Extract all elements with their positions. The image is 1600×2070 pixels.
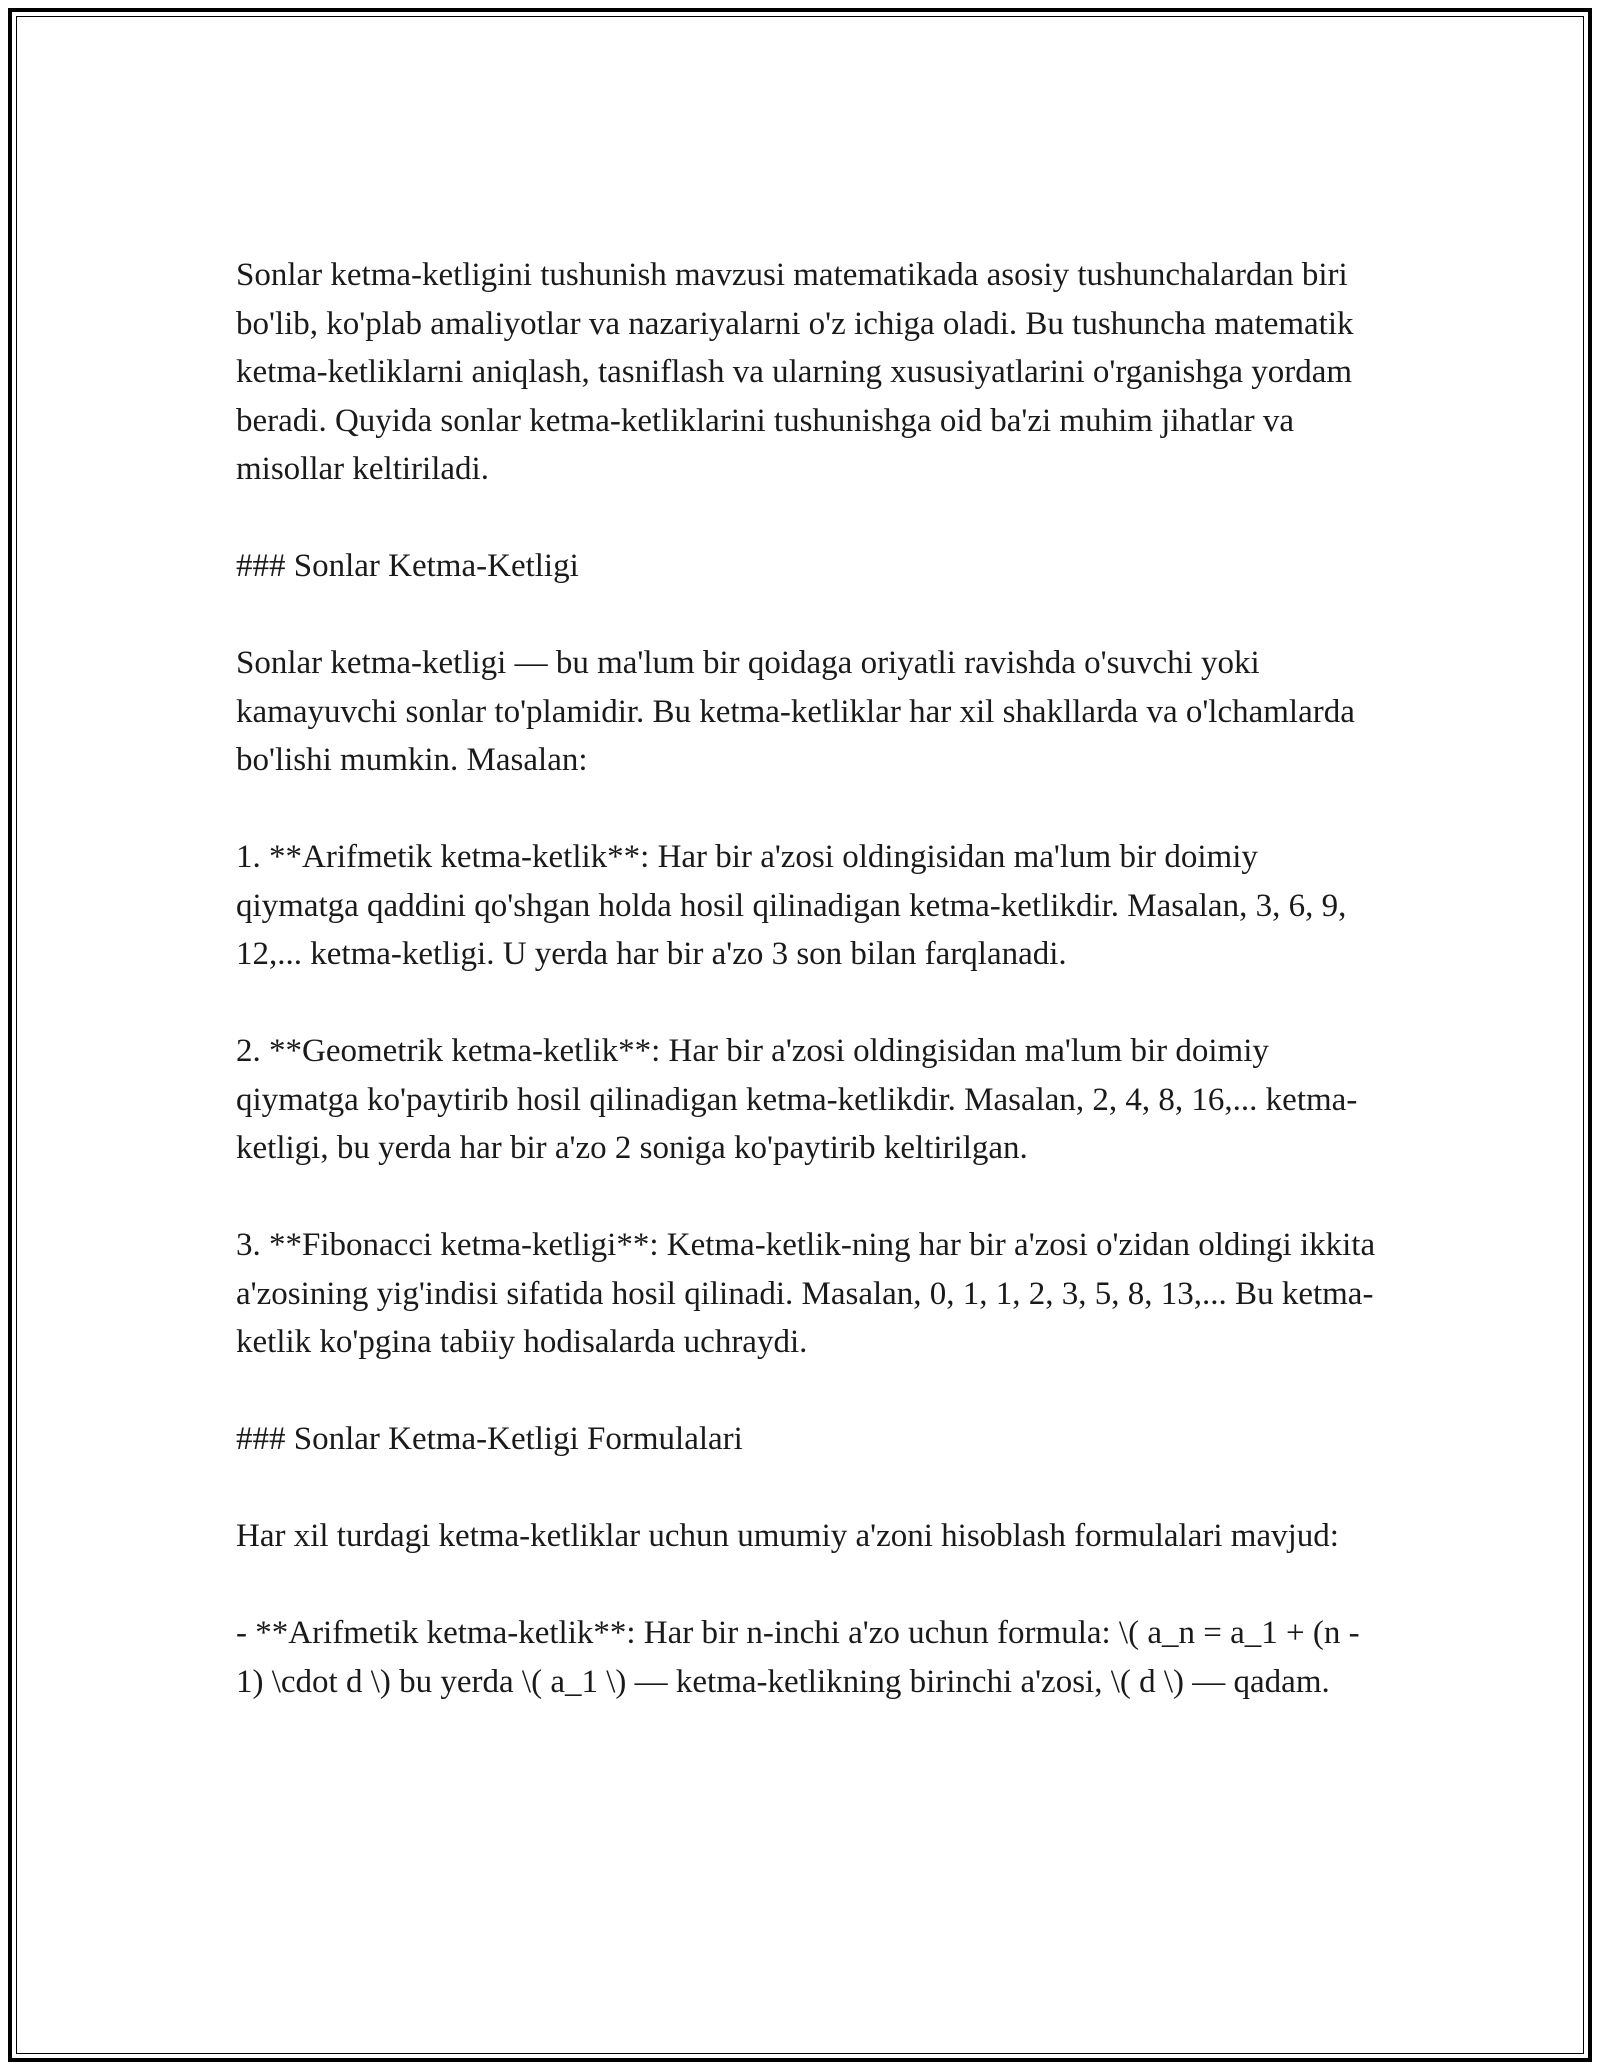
list-item-arithmetic: 1. **Arifmetik ketma-ketlik**: Har bir a'zosi oldingisidan ma'lum bir doimiy qiymatga qaddini qo'shgan holda hosil qilinadigan ketma-ketlikdir. Masalan, 3, 6, 9, 12,... ketma-ketligi. U yerda har bir a'zo 3 son bilan farqlanadi.: [236, 839, 1347, 972]
definition-paragraph: Sonlar ketma-ketligi — bu ma'lum bir qoidaga oriyatli ravishda o'suvchi yoki kamayuvchi sonlar to'plamidir. Bu ketma-ketliklar har xil shakllarda va o'lchamlarda bo'lishi mumkin. Masalan:: [236, 645, 1355, 778]
list-item-fibonacci: 3. **Fibonacci ketma-ketligi**: Ketma-ketlik-ning har bir a'zosi o'zidan oldingi ikkita a'zosining yig'indisi sifatida hosil qilinadi. Masalan, 0, 1, 1, 2, 3, 5, 8, 13,... Bu ketma-ketlik ko'pgina tabiiy hodisalarda uchraydi.: [236, 1227, 1376, 1360]
formulas-intro-paragraph: Har xil turdagi ketma-ketliklar uchun umumiy a'zoni hisoblash formulalari mavjud:: [236, 1518, 1339, 1554]
section-heading-formulas: ### Sonlar Ketma-Ketligi Formulalari: [236, 1421, 743, 1457]
intro-paragraph: Sonlar ketma-ketligini tushunish mavzusi matematikada asosiy tushunchalardan biri bo'lib, ko'plab amaliyotlar va nazariyalarni o'z ichiga oladi. Bu tushuncha matematik ketma-ketliklarni aniqlash, tasniflash va ularning xususiyatlarini o'rganishga yordam beradi. Quyida sonlar ketma-ketliklarini tushunishga oid ba'zi muhim jihatlar va misollar keltiriladi.: [236, 257, 1354, 487]
section-heading-sequences: ### Sonlar Ketma-Ketligi: [236, 548, 579, 584]
document-body: [236, 251, 1376, 1706]
bullet-arithmetic-formula: - **Arifmetik ketma-ketlik**: Har bir n-inchi a'zo uchun formula: \( a_n = a_1 + (n - 1) \cdot d \) bu yerda \( a_1 \) — ketma-ketlikning birinchi a'zosi, \( d \) — qadam.: [236, 1615, 1360, 1700]
list-item-geometric: 2. **Geometrik ketma-ketlik**: Har bir a'zosi oldingisidan ma'lum bir doimiy qiymatga ko'paytirib hosil qilinadigan ketma-ketlikdir. Masalan, 2, 4, 8, 16,... ketma-ketligi, bu yerda har bir a'zo 2 soniga ko'paytirib keltirilgan.: [236, 1033, 1358, 1166]
